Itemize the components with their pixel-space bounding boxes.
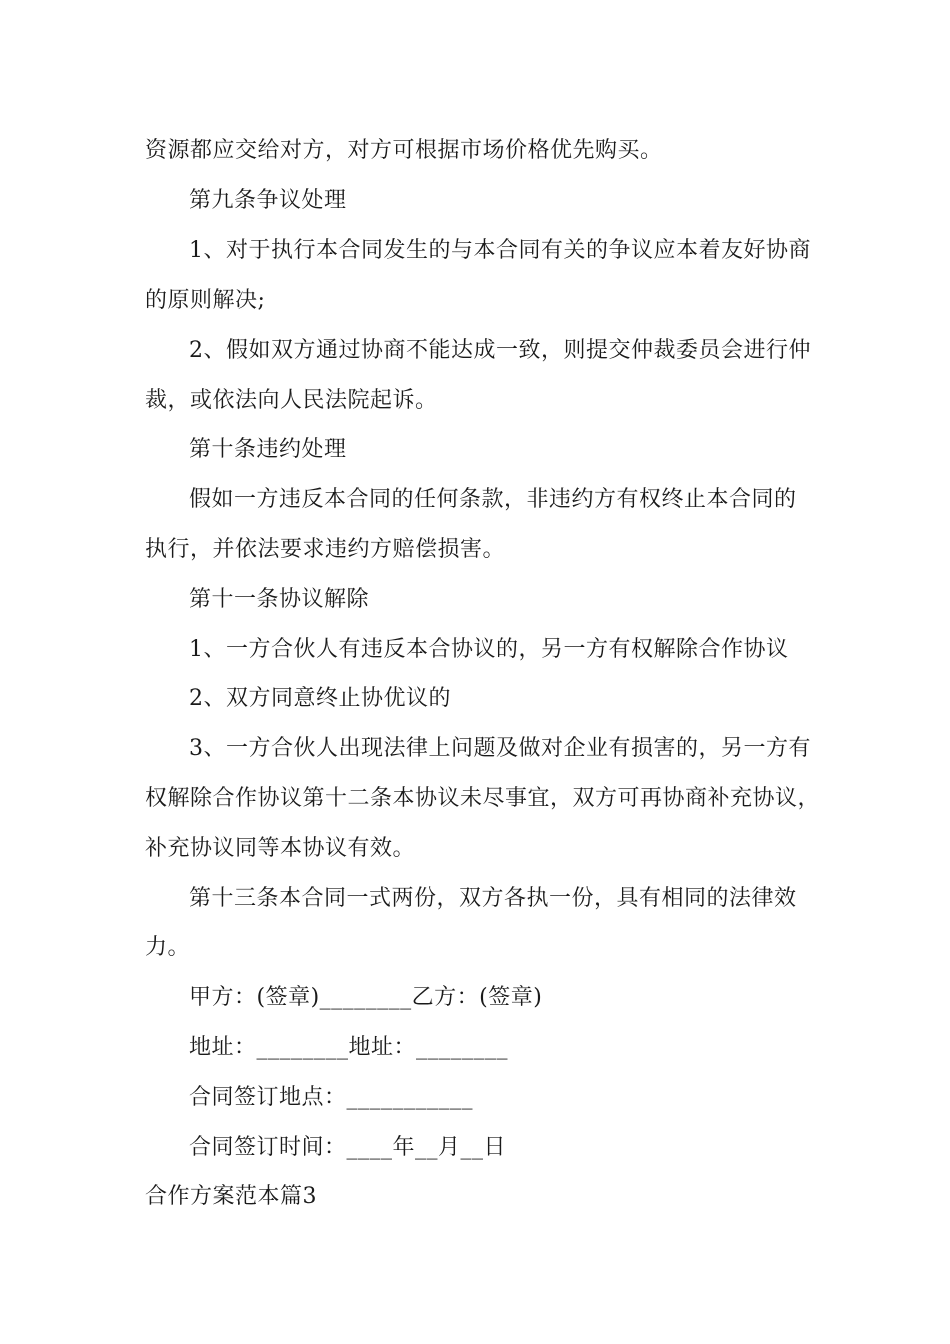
- paragraph-line: 补充协议同等本协议有效。: [145, 836, 416, 861]
- paragraph-line: 第十三条本合同一式两份，双方各执一份，具有相同的法律效: [189, 886, 797, 911]
- section-heading-10: 第十条违约处理: [189, 437, 347, 462]
- signing-place-line: 合同签订地点：___________: [189, 1085, 474, 1110]
- paragraph-line: 力。: [145, 935, 191, 960]
- section-heading-9: 第九条争议处理: [189, 188, 347, 213]
- signing-date-line: 合同签订时间：____年__月__日: [189, 1135, 507, 1160]
- paragraph-line: 2、双方同意终止协优议的: [189, 686, 451, 711]
- next-section-title: 合作方案范本篇3: [145, 1184, 317, 1209]
- section-heading-11: 第十一条协议解除: [189, 587, 370, 612]
- address-line: 地址：________地址：________: [189, 1035, 509, 1060]
- paragraph-line: 裁，或依法向人民法院起诉。: [145, 388, 438, 413]
- paragraph-line: 假如一方违反本合同的任何条款，非违约方有权终止本合同的: [189, 487, 797, 512]
- paragraph-line: 1、一方合伙人有违反本合协议的，另一方有权解除合作协议: [189, 637, 789, 662]
- paragraph-line: 2、假如双方通过协商不能达成一致，则提交仲裁委员会进行仲: [189, 338, 811, 363]
- paragraph-line: 权解除合作协议第十二条本协议未尽事宜，双方可再协商补充协议，: [145, 786, 821, 811]
- paragraph-line: 3、一方合伙人出现法律上问题及做对企业有损害的，另一方有: [189, 736, 811, 761]
- paragraph-line: 执行，并依法要求违约方赔偿损害。: [145, 537, 506, 562]
- paragraph-line: 资源都应交给对方，对方可根据市场价格优先购买。: [145, 138, 663, 163]
- paragraph-line: 1、对于执行本合同发生的与本合同有关的争议应本着友好协商: [189, 238, 811, 263]
- paragraph-line: 的原则解决;: [145, 288, 266, 313]
- signature-line: 甲方：(签章)________乙方：(签章): [189, 985, 543, 1010]
